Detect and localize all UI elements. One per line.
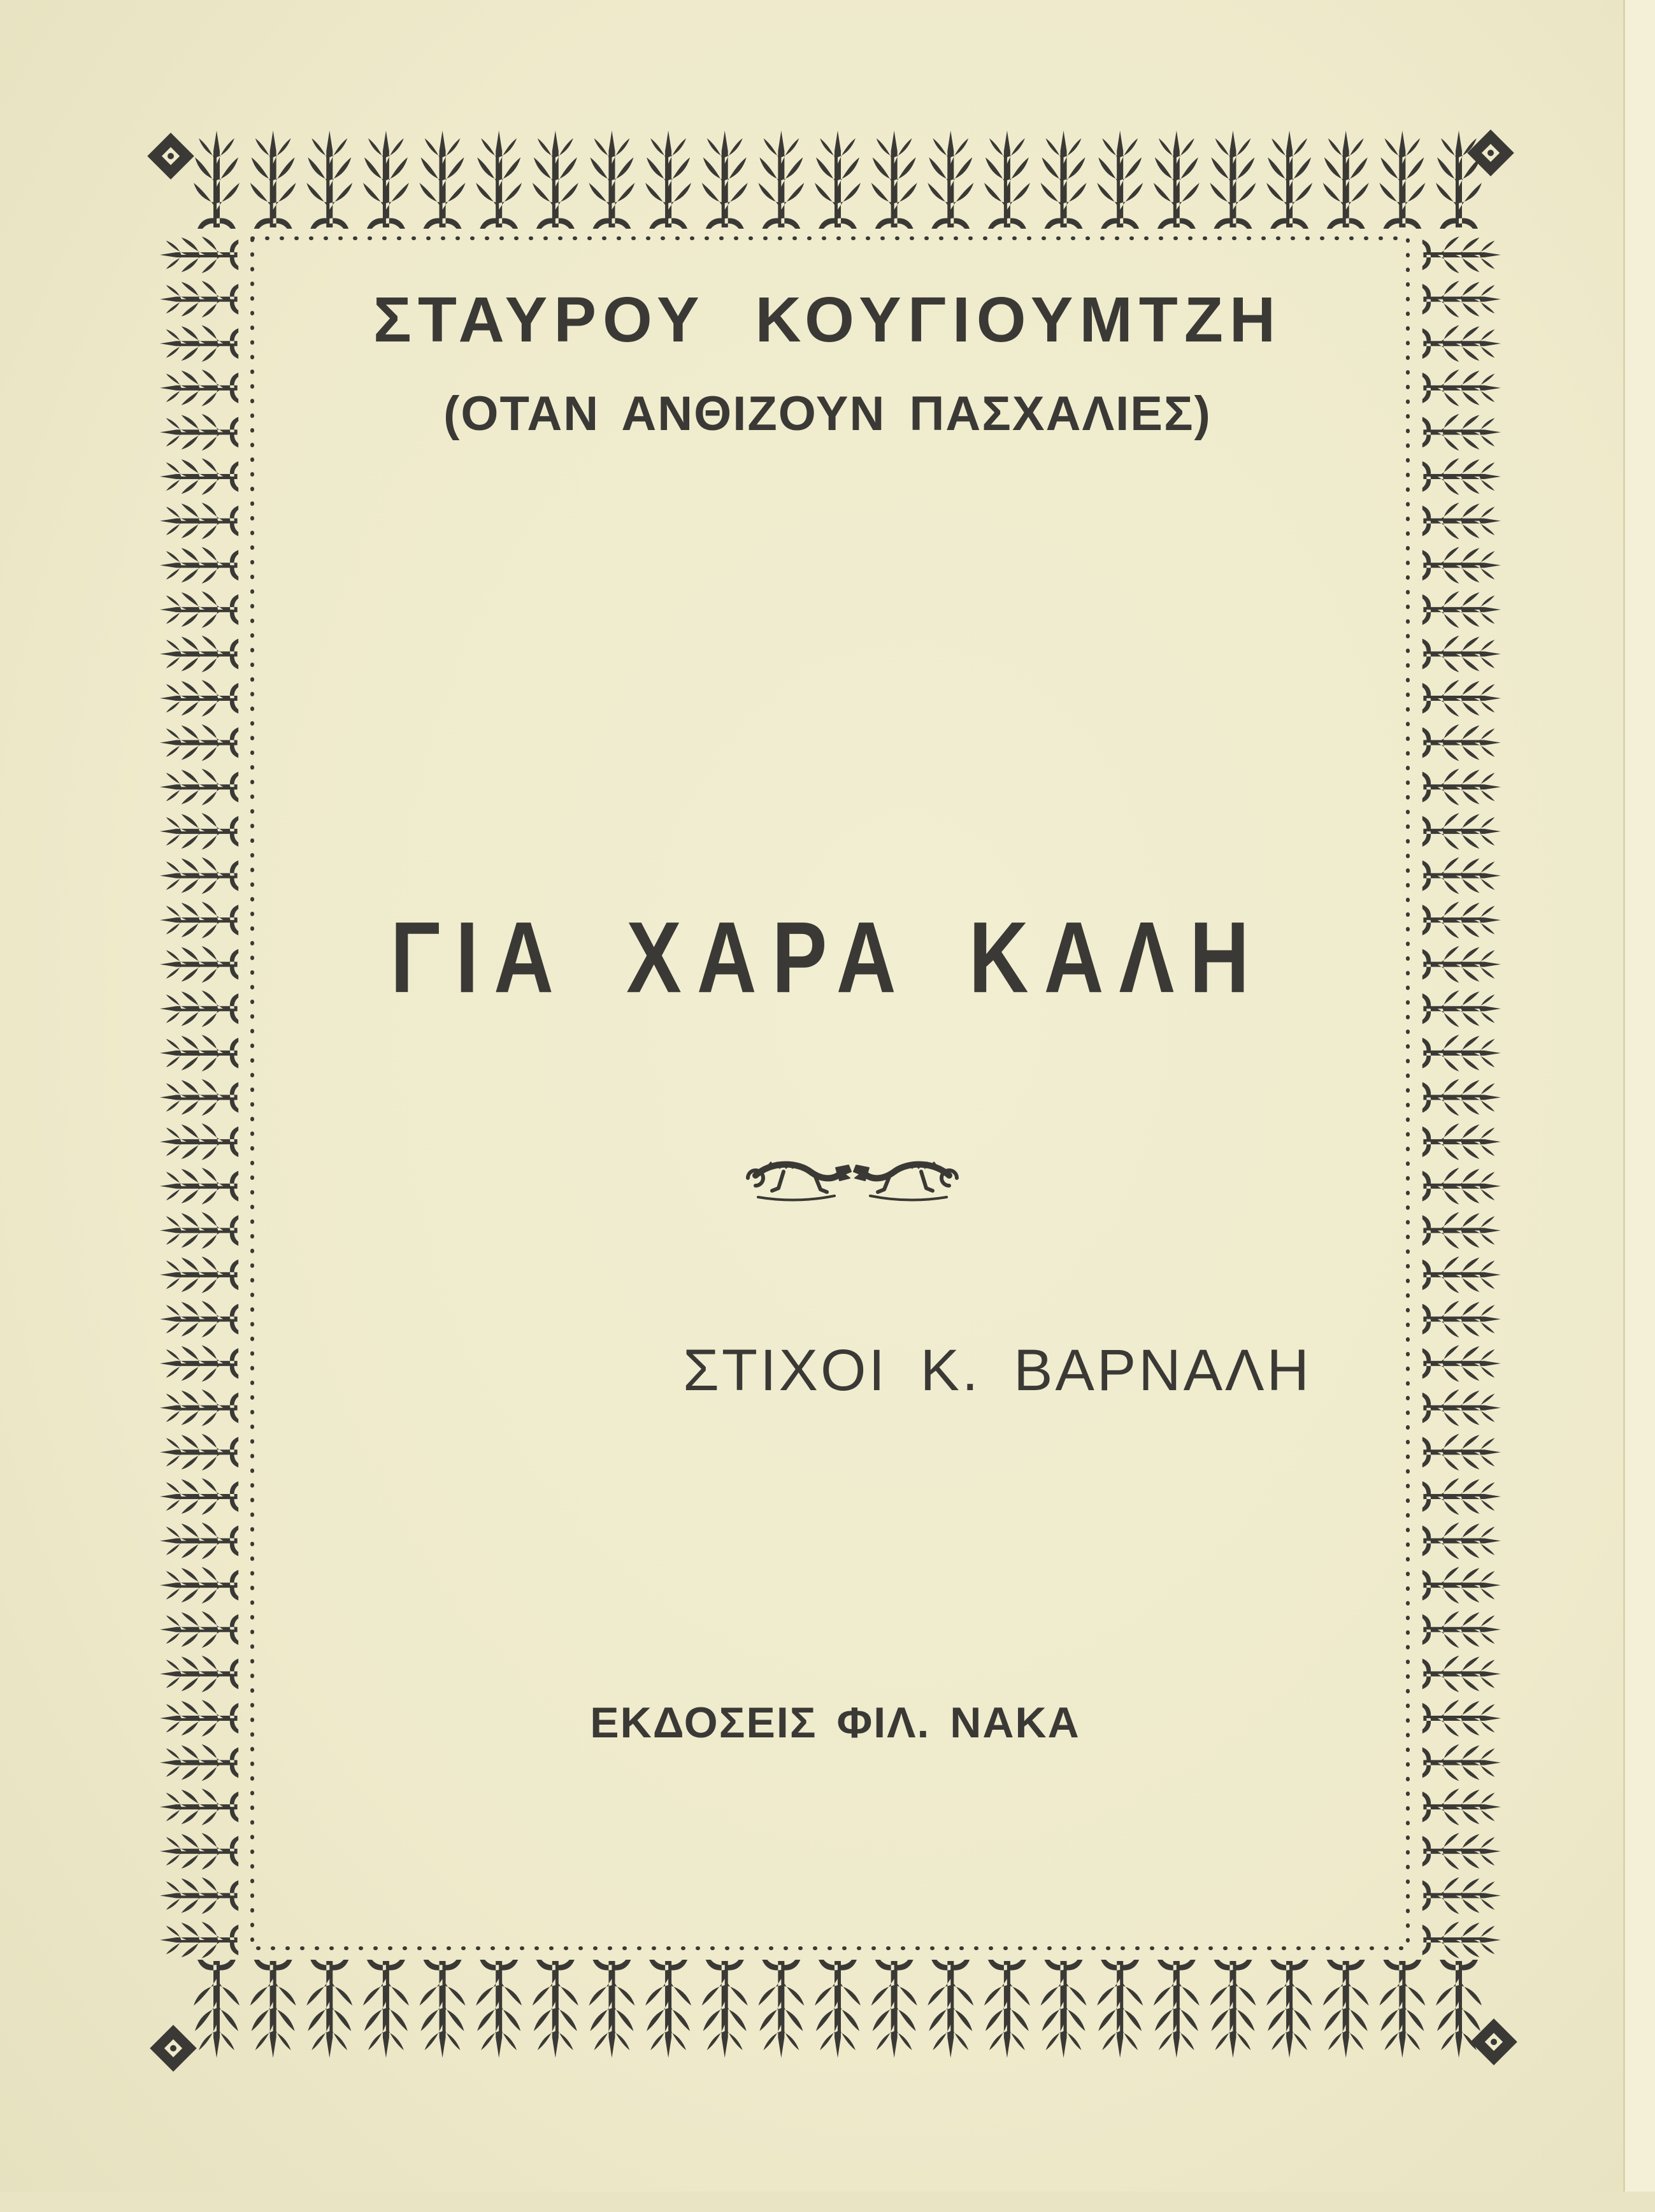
border-tree-bottom-icon — [306, 1960, 352, 2058]
border-tree-right-icon — [1422, 547, 1501, 584]
border-tree-left-icon — [160, 724, 238, 761]
border-tree-right-icon — [1422, 1744, 1501, 1781]
border-tree-top-icon — [1154, 131, 1200, 229]
border-tree-right-icon — [1422, 1256, 1501, 1293]
border-tree-right-icon — [1422, 1833, 1501, 1870]
dragon-right-icon — [854, 1163, 957, 1200]
border-tree-top-icon — [702, 131, 748, 229]
border-tree-right-icon — [1422, 1878, 1501, 1914]
border-tree-right-icon — [1422, 236, 1501, 273]
border-tree-right-icon — [1422, 680, 1501, 717]
border-tree-right-icon — [1422, 1434, 1501, 1471]
border-tree-left-icon — [160, 1256, 238, 1293]
border-tree-right-icon — [1422, 1656, 1501, 1693]
border-tree-top-icon — [871, 131, 917, 229]
border-tree-left-icon — [160, 503, 238, 540]
border-tree-top-icon — [928, 131, 973, 229]
border-tree-left-icon — [160, 1168, 238, 1205]
border-tree-top-icon — [758, 131, 804, 229]
border-tree-right-icon — [1422, 591, 1501, 628]
border-tree-bottom-icon — [1323, 1960, 1369, 2058]
border-tree-right-icon — [1422, 1301, 1501, 1338]
border-tree-left-icon — [160, 1567, 238, 1604]
border-tree-bottom-icon — [476, 1960, 522, 2058]
border-tree-right-icon — [1422, 1168, 1501, 1205]
border-tree-top-icon — [250, 131, 296, 229]
border-tree-top-icon — [194, 131, 240, 229]
border-tree-right-icon — [1422, 1035, 1501, 1072]
border-tree-left-icon — [160, 1079, 238, 1116]
border-tree-right-icon — [1422, 1390, 1501, 1426]
border-tree-left-icon — [160, 1478, 238, 1515]
border-tree-bottom-icon — [815, 1960, 861, 2058]
border-tree-left-icon — [160, 858, 238, 894]
border-tree-top-icon — [984, 131, 1030, 229]
border-tree-right-icon — [1422, 1478, 1501, 1515]
border-tree-top-icon — [420, 131, 466, 229]
dragon-ornament-icon — [739, 1156, 966, 1206]
border-tree-bottom-icon — [363, 1960, 409, 2058]
border-tree-left-icon — [160, 1788, 238, 1825]
border-tree-top-icon — [645, 131, 691, 229]
border-tree-top-icon — [1210, 131, 1256, 229]
border-tree-bottom-icon — [984, 1960, 1030, 2058]
border-tree-left-icon — [160, 458, 238, 495]
border-tree-top-icon — [1379, 131, 1425, 229]
border-tree-bottom-icon — [1210, 1960, 1256, 2058]
border-tree-left-icon — [160, 547, 238, 584]
border-tree-bottom-icon — [1379, 1960, 1425, 2058]
border-tree-left-icon — [160, 1035, 238, 1072]
border-tree-left-icon — [160, 1656, 238, 1693]
border-tree-bottom-icon — [758, 1960, 804, 2058]
border-tree-top-icon — [589, 131, 634, 229]
border-tree-top-icon — [815, 131, 861, 229]
song-title: ΓΙΑ ΧΑΡΑ ΚΑΛΗ — [390, 900, 1265, 1014]
corner-diamond-icon — [147, 133, 194, 180]
dragon-left-icon — [748, 1163, 851, 1200]
border-tree-left-icon — [160, 1123, 238, 1160]
border-tree-right-icon — [1422, 768, 1501, 805]
corner-diamond-icon — [150, 2025, 197, 2072]
border-tree-top-icon — [533, 131, 578, 229]
border-tree-bottom-icon — [645, 1960, 691, 2058]
border-tree-right-icon — [1422, 1079, 1501, 1116]
border-tree-left-icon — [160, 1833, 238, 1870]
border-tree-top-icon — [476, 131, 522, 229]
border-tree-left-icon — [160, 1345, 238, 1382]
border-tree-right-icon — [1422, 1345, 1501, 1382]
border-tree-left-icon — [160, 1921, 238, 1958]
border-tree-top-icon — [1323, 131, 1369, 229]
border-tree-right-icon — [1422, 458, 1501, 495]
border-tree-bottom-icon — [928, 1960, 973, 2058]
border-tree-top-icon — [1097, 131, 1143, 229]
series-subtitle: (ΟΤΑΝ ΑΝΘΙΖΟΥΝ ΠΑΣΧΑΛΙΕΣ) — [443, 387, 1212, 441]
border-tree-right-icon — [1422, 1523, 1501, 1560]
border-tree-left-icon — [160, 1523, 238, 1560]
border-tree-left-icon — [160, 1434, 238, 1471]
border-tree-right-icon — [1422, 1788, 1501, 1825]
border-tree-left-icon — [160, 680, 238, 717]
border-tree-right-icon — [1422, 1123, 1501, 1160]
border-tree-right-icon — [1422, 858, 1501, 894]
border-tree-right-icon — [1422, 636, 1501, 673]
border-tree-left-icon — [160, 591, 238, 628]
border-tree-left-icon — [160, 1878, 238, 1914]
publisher-credit: ΕΚΔΟΣΕΙΣ ΦΙΛ. ΝΑΚΑ — [590, 1698, 1080, 1747]
border-tree-left-icon — [160, 636, 238, 673]
border-tree-top-icon — [1266, 131, 1312, 229]
border-tree-left-icon — [160, 1212, 238, 1249]
border-tree-bottom-icon — [589, 1960, 634, 2058]
border-tree-bottom-icon — [533, 1960, 578, 2058]
border-tree-right-icon — [1422, 503, 1501, 540]
border-tree-right-icon — [1422, 813, 1501, 850]
border-tree-bottom-icon — [702, 1960, 748, 2058]
border-tree-left-icon — [160, 1611, 238, 1648]
border-tree-bottom-icon — [1041, 1960, 1087, 2058]
border-tree-bottom-icon — [1154, 1960, 1200, 2058]
composer-name: ΣΤΑΥΡΟΥ ΚΟΥΓΙΟΥΜΤΖΗ — [373, 284, 1282, 356]
border-tree-bottom-icon — [1266, 1960, 1312, 2058]
border-tree-left-icon — [160, 1744, 238, 1781]
border-tree-left-icon — [160, 1390, 238, 1426]
border-tree-top-icon — [363, 131, 409, 229]
lyricist-credit: ΣΤΙΧΟΙ Κ. ΒΑΡΝΑΛΗ — [683, 1338, 1312, 1403]
border-tree-bottom-icon — [420, 1960, 466, 2058]
border-tree-left-icon — [160, 768, 238, 805]
border-tree-right-icon — [1422, 1921, 1501, 1958]
border-tree-left-icon — [160, 236, 238, 273]
border-tree-bottom-icon — [1097, 1960, 1143, 2058]
border-tree-bottom-icon — [871, 1960, 917, 2058]
border-tree-left-icon — [160, 813, 238, 850]
border-tree-right-icon — [1422, 1212, 1501, 1249]
border-tree-right-icon — [1422, 1611, 1501, 1648]
border-tree-right-icon — [1422, 1567, 1501, 1604]
border-tree-top-icon — [1041, 131, 1087, 229]
border-tree-right-icon — [1422, 724, 1501, 761]
border-tree-bottom-icon — [250, 1960, 296, 2058]
border-tree-bottom-icon — [194, 1960, 240, 2058]
dotted-inner-frame — [252, 238, 1408, 1948]
border-tree-top-icon — [306, 131, 352, 229]
border-tree-left-icon — [160, 1301, 238, 1338]
